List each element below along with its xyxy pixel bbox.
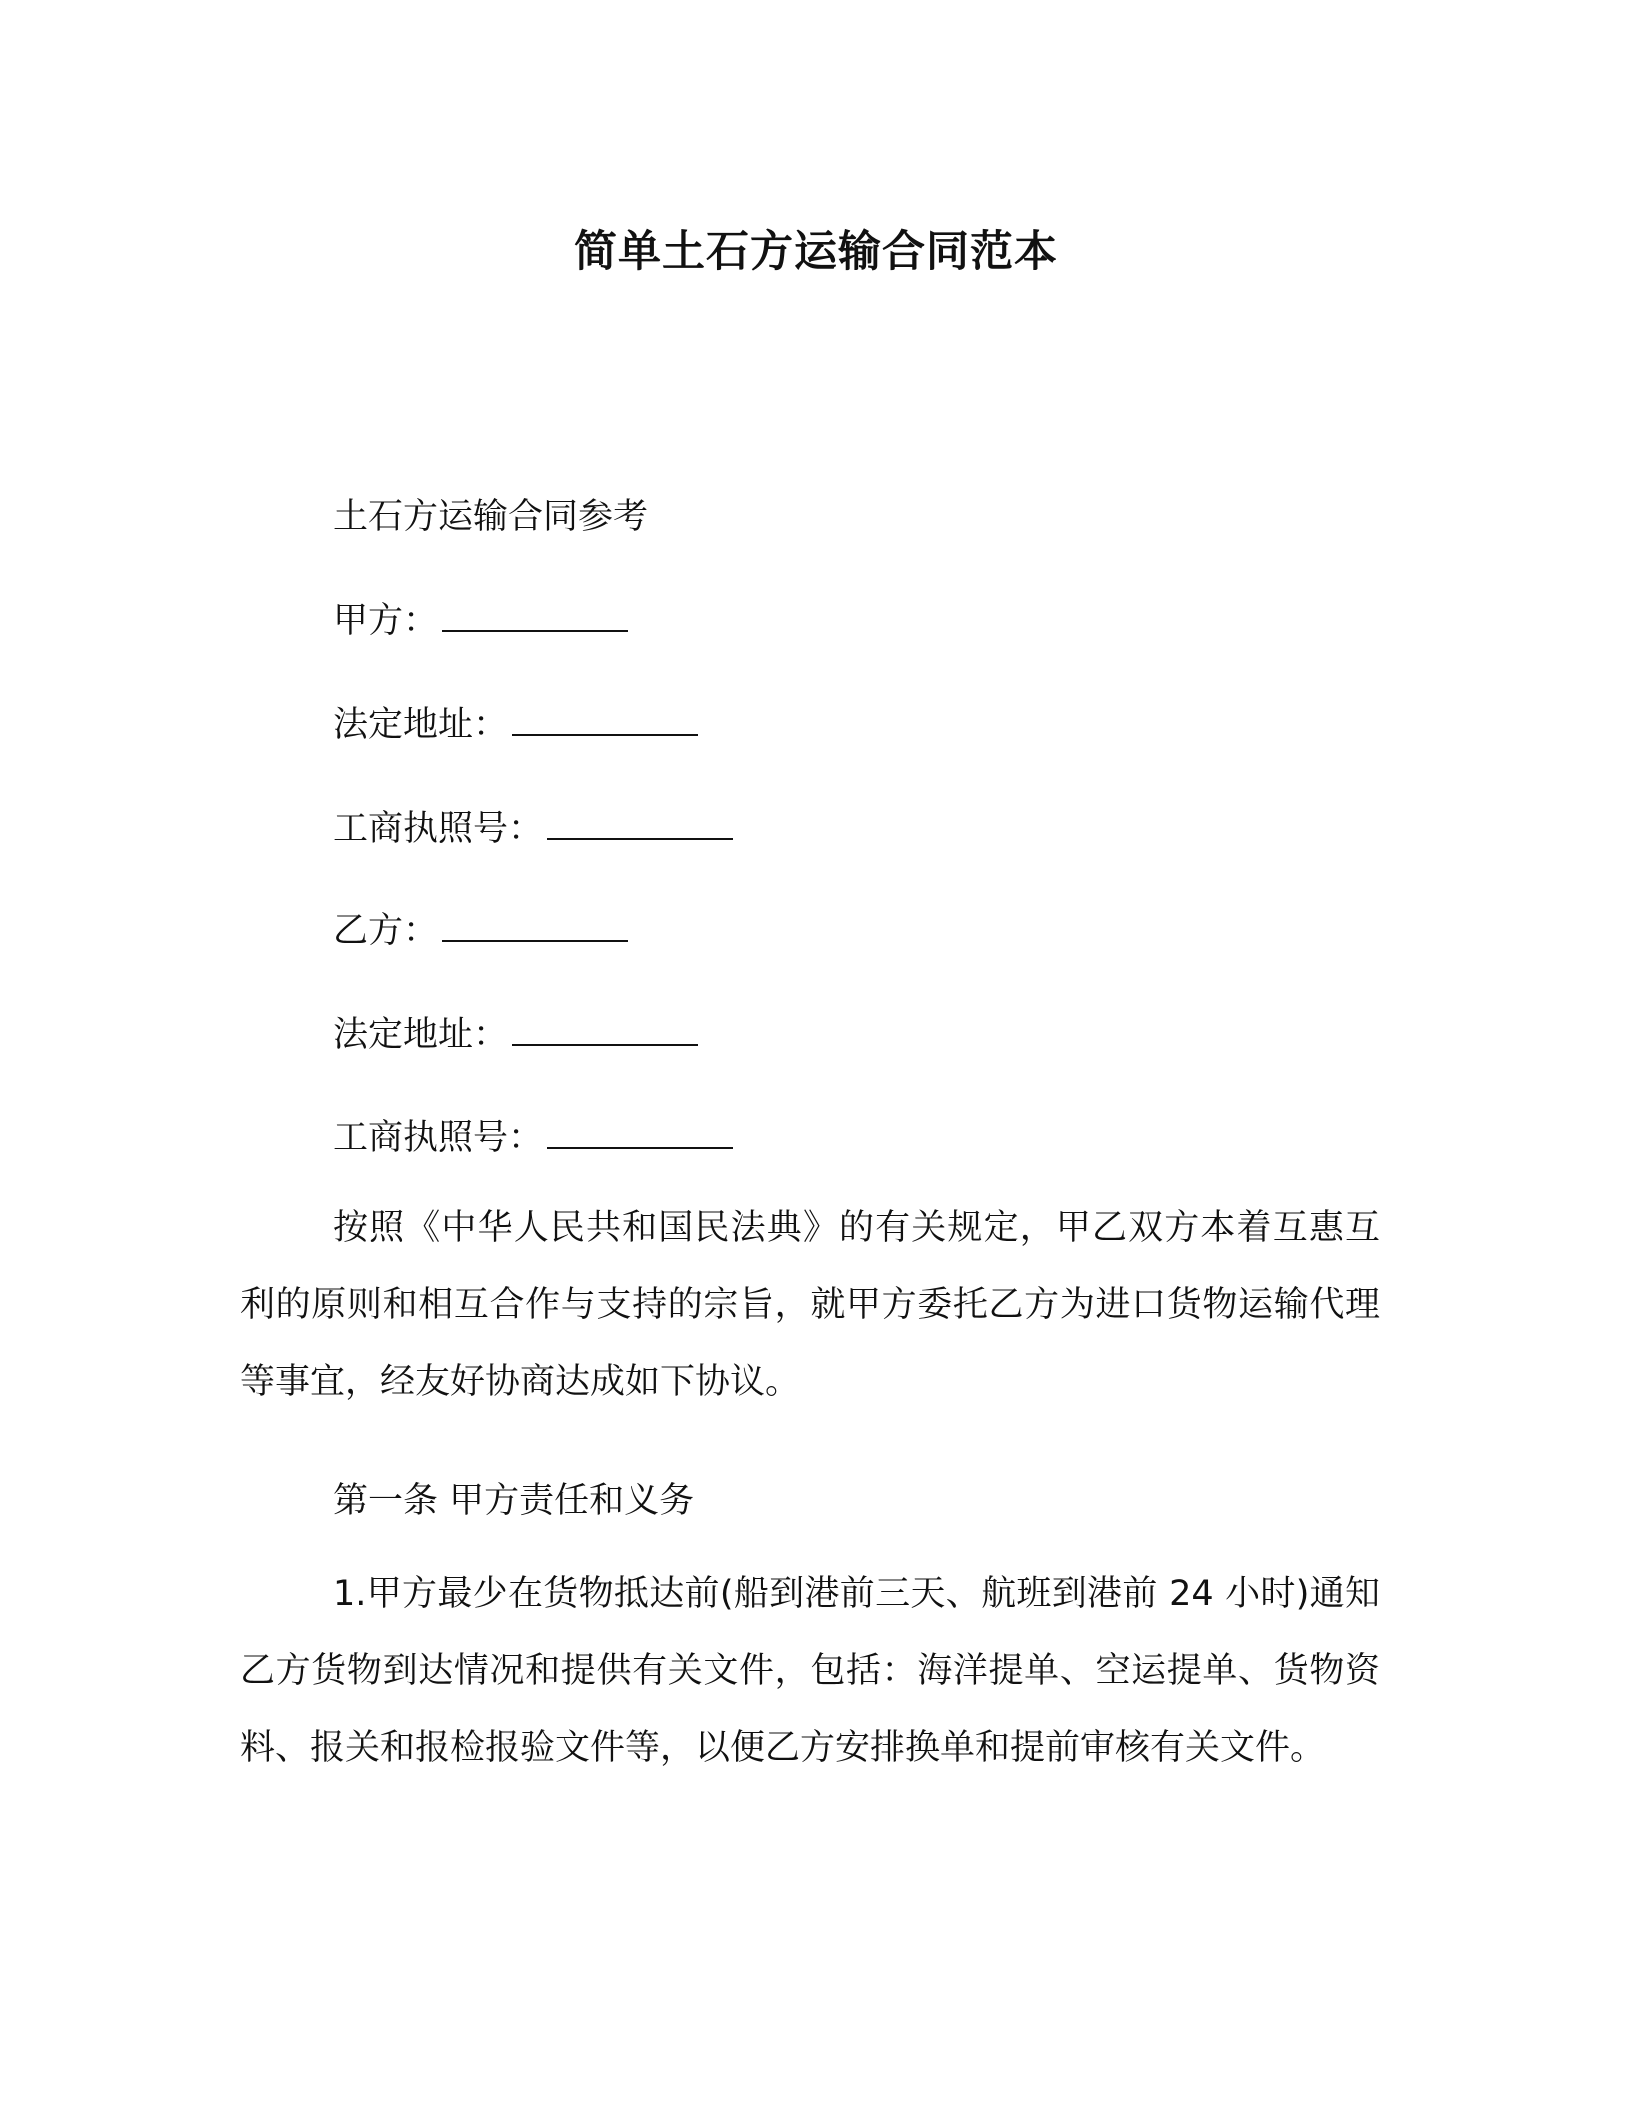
party-a-license-line [333, 804, 733, 854]
article1-item1: 1.甲方最少在货物抵达前(船到港前三天、航班到港前 24 小时)通知乙方货物到达情况和提供有关文件，包括：海洋提单、空运提单、货物资料、报关和报检报验文件等，以便乙方安排换单和提前审核有关文件。 [240, 1574, 1380, 1768]
party-b-license-label: 工商执照号： [333, 1118, 544, 1158]
party-a-license-label: 工商执照号： [333, 809, 544, 849]
intro-paragraph: 按照《中华人民共和国民法典》的有关规定，甲乙双方本着互惠互利的原则和相互合作与支持的宗旨，就甲方委托乙方为进口货物运输代理等事宜，经友好协商达成如下协议。 [240, 1208, 1380, 1402]
party-a-address-line [333, 700, 698, 750]
party-b-name-line [333, 906, 628, 956]
party-a-name-line [333, 596, 628, 646]
subtitle: 土石方运输合同参考 [333, 497, 649, 537]
party-b-address-line [333, 1010, 698, 1060]
party-b-name-label: 乙方： [333, 911, 439, 951]
document-title: 简单土石方运输合同范本 [574, 227, 1058, 277]
party-b-license-blank [547, 1117, 733, 1149]
party-b-address-label: 法定地址： [333, 1015, 509, 1055]
party-a-license-blank [547, 808, 733, 840]
party-a-name-blank [442, 600, 628, 632]
party-a-address-blank [512, 704, 698, 736]
party-a-address-label: 法定地址： [333, 705, 509, 745]
article1-heading: 第一条 甲方责任和义务 [333, 1481, 695, 1521]
party-b-license-line [333, 1113, 733, 1163]
party-b-address-blank [512, 1014, 698, 1046]
party-b-name-blank [442, 910, 628, 942]
party-a-name-label: 甲方： [333, 601, 439, 641]
